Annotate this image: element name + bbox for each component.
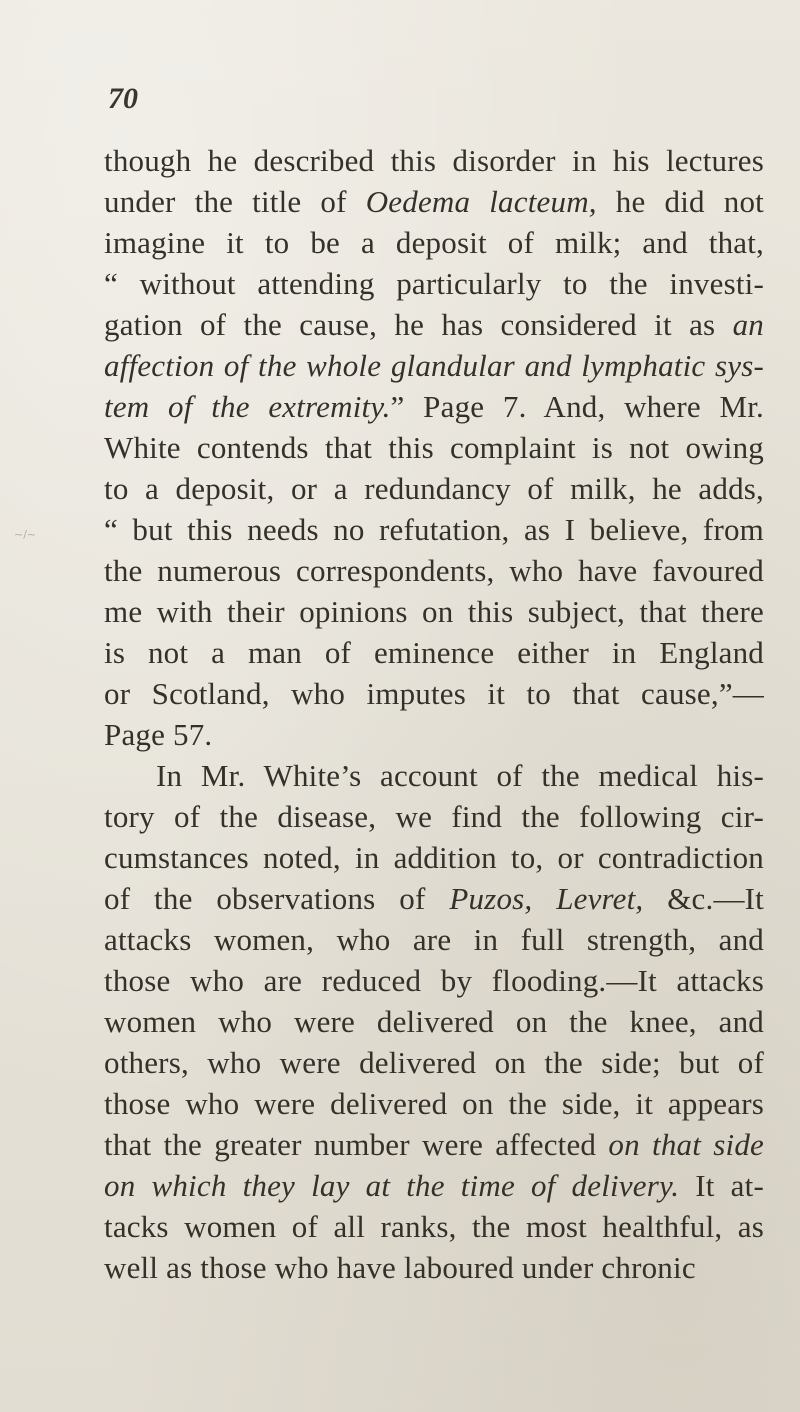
text-line — [104, 673, 764, 714]
text-segment: imagine it to be a deposit of milk; and that, — [104, 225, 764, 260]
text-line — [104, 591, 764, 632]
text-line — [104, 427, 764, 468]
text-line — [104, 345, 764, 386]
text-line — [104, 222, 764, 263]
text-segment: that the greater number were affected — [104, 1127, 609, 1162]
text-line — [104, 1001, 764, 1042]
text-line — [104, 468, 764, 509]
text-line — [104, 304, 764, 345]
text-line — [104, 714, 764, 755]
text-segment: of the observations of — [104, 881, 450, 916]
text-segment: an — [732, 307, 764, 342]
text-segment: attacks women, who are in full strength, and — [104, 922, 764, 957]
text-segment: tacks women of all ranks, the most healthful, as — [104, 1209, 764, 1244]
text-segment: “ but this needs no refutation, as I believe, from — [104, 512, 764, 547]
text-segment: It at- — [679, 1168, 764, 1203]
text-line — [104, 1042, 764, 1083]
text-line — [104, 140, 764, 181]
text-segment: gation of the cause, he has considered it as — [104, 307, 733, 342]
text-line — [104, 181, 764, 222]
text-segment: me with their opinions on this subject, that there — [104, 594, 764, 629]
text-segment: he did not — [596, 184, 764, 219]
text-segment: is not a man of eminence either in England — [104, 635, 764, 670]
text-line — [104, 1083, 764, 1124]
text-segment: well as those who have laboured under chronic — [104, 1250, 696, 1285]
text-line — [104, 837, 764, 878]
text-segment: or Scotland, who imputes it to that cause,”— — [104, 676, 764, 711]
text-segment: women who were delivered on the knee, and — [104, 1004, 764, 1039]
text-line — [104, 878, 764, 919]
text-line — [104, 1206, 764, 1247]
text-line — [104, 1165, 764, 1206]
text-segment: affection of the whole glandular and lymphatic sys- — [104, 348, 764, 383]
text-segment: the numerous correspondents, who have favoured — [104, 553, 764, 588]
text-segment: others, who were delivered on the side; but of — [104, 1045, 764, 1080]
text-line — [104, 796, 764, 837]
text-segment: those who are reduced by flooding.—It attacks — [104, 963, 764, 998]
text-segment: ” Page 7. And, where Mr. — [390, 389, 764, 424]
text-line — [104, 509, 764, 550]
text-line — [104, 919, 764, 960]
margin-mark: ~/~ — [14, 528, 37, 541]
text-segment: “ without attending particularly to the investi- — [104, 266, 764, 301]
page-number: 70 — [108, 82, 138, 115]
text-line — [104, 632, 764, 673]
text-line — [104, 755, 764, 796]
text-line — [104, 386, 764, 427]
text-segment: those who were delivered on the side, it appears — [104, 1086, 764, 1121]
text-segment: Puzos, Levret, — [449, 881, 644, 916]
text-segment: though he described this disorder in his lectures — [104, 143, 764, 178]
text-segment: tem of the extremity. — [104, 389, 391, 424]
text-line — [104, 550, 764, 591]
text-line — [104, 960, 764, 1001]
text-segment: In Mr. White’s account of the medical his- — [156, 758, 764, 793]
text-segment: &c.—It — [643, 881, 764, 916]
text-segment: cumstances noted, in addition to, or contradiction — [104, 840, 764, 875]
text-segment: on that side — [608, 1127, 765, 1162]
text-line — [104, 1247, 764, 1288]
text-segment: under the title of — [104, 184, 366, 219]
body-text — [104, 140, 764, 1288]
text-segment: tory of the disease, we find the following cir- — [104, 799, 764, 834]
text-segment: Page 57. — [104, 717, 213, 752]
text-segment: to a deposit, or a redundancy of milk, he adds, — [104, 471, 764, 506]
text-line — [104, 1124, 764, 1165]
text-segment: White contends that this complaint is not owing — [104, 430, 764, 465]
text-segment: Oedema lacteum, — [365, 184, 597, 219]
text-line — [104, 263, 764, 304]
text-segment: on which they lay at the time of delivery. — [104, 1168, 680, 1203]
